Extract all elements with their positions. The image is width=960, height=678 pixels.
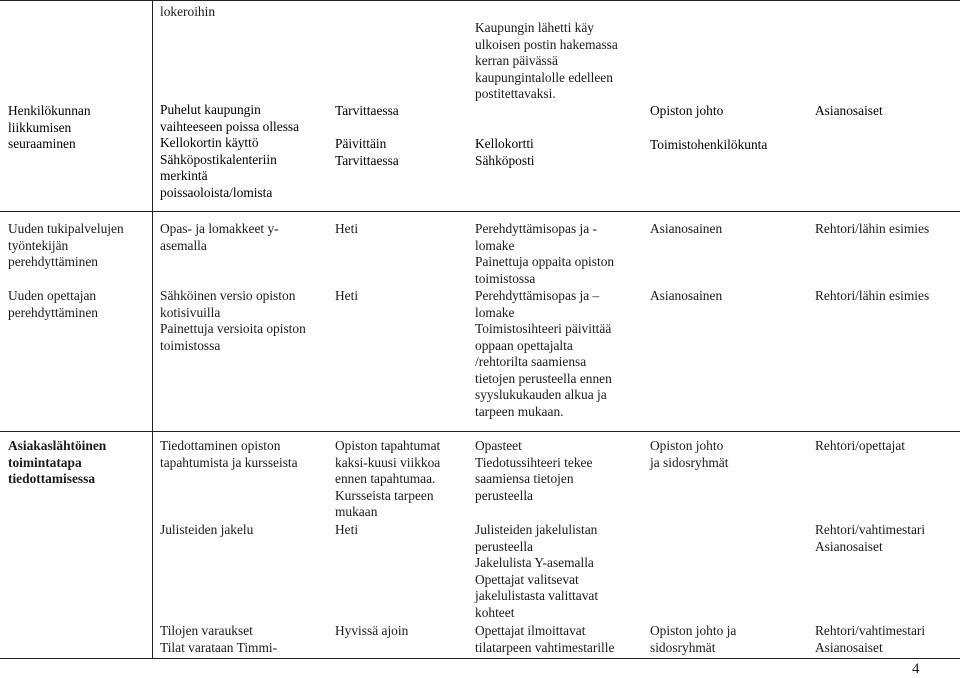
page-number: 4 <box>912 661 920 677</box>
row2-topic: Henkilökunnan liikkumisen seuraaminen <box>8 103 91 151</box>
row3-tools-b: Perehdyttämisopas ja – lomake Toimistosihteeri päivittää oppaan opettajalta /rehtorilta saamiensa tietojen perusteella ennen syyslukukauden alkua ja tarpeen mukaan. <box>475 288 612 419</box>
row2-tools: Kellokortti Sähköposti <box>475 136 535 168</box>
row2-responsible-b: Toimistohenkilökunta <box>650 137 768 152</box>
row3-topic-a: Uuden tukipalvelujen työntekijän perehdyttäminen <box>8 221 124 269</box>
row4-topic: Asiakaslähtöinen toimintatapa tiedottamisessa <box>8 438 107 486</box>
row4-tools-b: Julisteiden jakelulistan perusteella Jakelulista Y-asemalla Opettajat valitsevat jakelulistasta valittavat kohteet <box>475 522 599 620</box>
row2-methods: Puhelut kaupungin vaihteeseen poissa ollessa Kellokortin käyttö Sähköpostikalenteriin merkintä poissaoloista/lomista <box>160 102 300 200</box>
table-bottom-border <box>0 658 960 659</box>
row1-col2-text: lokeroihin <box>160 4 216 19</box>
row2-timing-b: Päivittäin Tarvittaessa <box>335 136 399 168</box>
column-divider-1 <box>152 0 153 658</box>
row3-responsible-a: Asianosainen <box>650 221 723 236</box>
row3-topic-b: Uuden opettajan perehdyttäminen <box>8 288 98 320</box>
row3-target-b: Rehtori/lähin esimies <box>815 288 930 303</box>
row2-timing-a: Tarvittaessa <box>335 103 399 118</box>
row-divider-2 <box>0 431 960 432</box>
row4-target-b: Rehtori/vahtimestari Asianosaiset <box>815 522 926 554</box>
row4-responsible-c: Opiston johto ja sidosryhmät <box>650 623 737 655</box>
row4-target-c: Rehtori/vahtimestari Asianosaiset <box>815 623 926 655</box>
row3-target-a: Rehtori/lähin esimies <box>815 221 930 236</box>
row3-methods-a: Opas- ja lomakkeet y- asemalla <box>160 221 279 253</box>
row4-timing-a: Opiston tapahtumat kaksi-kuusi viikkoa ennen tapahtumaa. Kursseista tarpeen mukaan <box>335 438 441 519</box>
row4-timing-b: Heti <box>335 522 359 537</box>
row-divider-1 <box>0 211 960 212</box>
row2-responsible-a: Opiston johto <box>650 103 724 118</box>
row3-methods-b: Sähköinen versio opiston kotisivuilla Painettuja versioita opiston toimistossa <box>160 288 306 353</box>
row3-timing-a: Heti <box>335 221 359 236</box>
row4-tools-c: Opettajat ilmoittavat tilatarpeen vahtimestarille <box>475 623 615 655</box>
row2-target: Asianosaiset <box>815 103 883 118</box>
row3-tools-a: Perehdyttämisopas ja - lomake Painettuja oppaita opiston toimistossa <box>475 221 615 286</box>
table-top-border <box>0 0 960 1</box>
row3-responsible-b: Asianosainen <box>650 288 723 303</box>
row4-timing-c: Hyvissä ajoin <box>335 623 409 638</box>
row4-methods-b: Julisteiden jakelu <box>160 522 254 537</box>
row4-responsible-a: Opiston johto ja sidosryhmät <box>650 438 729 470</box>
row4-methods-c: Tilojen varaukset Tilat varataan Timmi- <box>160 623 278 655</box>
row1-col4-text: Kaupungin lähetti käy ulkoisen postin hakemassa kerran päivässä kaupungintalolle edelleen postitettavaksi. <box>475 20 618 101</box>
row3-timing-b: Heti <box>335 288 359 303</box>
row4-tools-a: Opasteet Tiedotussihteeri tekee saamiensa tietojen perusteella <box>475 438 593 503</box>
row4-methods-a: Tiedottaminen opiston tapahtumista ja kursseista <box>160 438 298 470</box>
row4-target-a: Rehtori/opettajat <box>815 438 905 453</box>
